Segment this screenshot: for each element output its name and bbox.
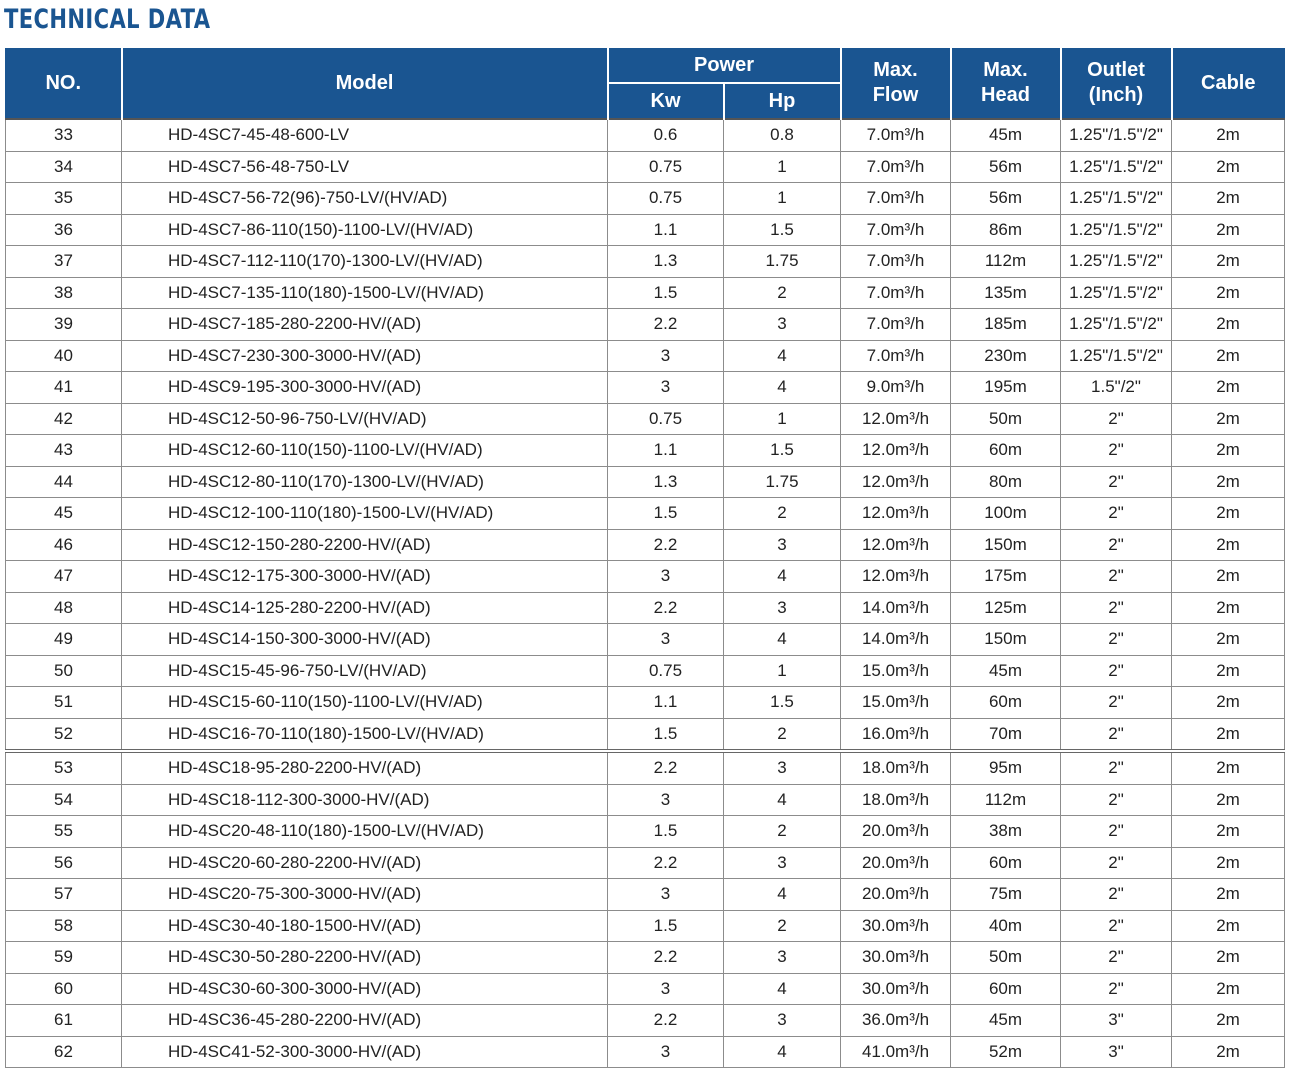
table-row — [6, 183, 1285, 215]
cell-cable: 2m — [1172, 340, 1285, 372]
cell-no: 49 — [6, 624, 122, 656]
cell-model: HD-4SC18-112-300-3000-HV/(AD) — [122, 784, 608, 816]
cell-no: 48 — [6, 592, 122, 624]
cell-max-flow: 7.0m³/h — [841, 246, 951, 278]
table-row — [6, 942, 1285, 974]
cell-outlet: 2" — [1061, 718, 1172, 751]
cell-model: HD-4SC18-95-280-2200-HV/(AD) — [122, 751, 608, 784]
cell-cable: 2m — [1172, 973, 1285, 1005]
cell-max-flow: 12.0m³/h — [841, 561, 951, 593]
cell-model: HD-4SC12-100-110(180)-1500-LV/(HV/AD) — [122, 498, 608, 530]
cell-no: 40 — [6, 340, 122, 372]
cell-cable: 2m — [1172, 435, 1285, 467]
cell-max-flow: 20.0m³/h — [841, 816, 951, 848]
cell-no: 41 — [6, 372, 122, 404]
cell-hp: 2 — [724, 277, 841, 309]
cell-hp: 4 — [724, 561, 841, 593]
header-power: Power — [608, 48, 841, 83]
cell-cable: 2m — [1172, 277, 1285, 309]
table-row — [6, 687, 1285, 719]
cell-hp: 2 — [724, 816, 841, 848]
cell-outlet: 1.25"/1.5"/2" — [1061, 246, 1172, 278]
cell-kw: 2.2 — [608, 1005, 724, 1037]
cell-outlet: 2" — [1061, 910, 1172, 942]
header-outlet — [1061, 48, 1172, 119]
cell-model: HD-4SC12-60-110(150)-1100-LV/(HV/AD) — [122, 435, 608, 467]
table-row — [6, 435, 1285, 467]
cell-kw: 0.75 — [608, 183, 724, 215]
cell-max-head: 45m — [951, 119, 1061, 151]
cell-kw: 1.1 — [608, 687, 724, 719]
table-row — [6, 498, 1285, 530]
cell-model: HD-4SC7-56-72(96)-750-LV/(HV/AD) — [122, 183, 608, 215]
cell-hp: 1.75 — [724, 466, 841, 498]
cell-kw: 3 — [608, 340, 724, 372]
cell-max-head: 185m — [951, 309, 1061, 341]
cell-max-flow: 7.0m³/h — [841, 309, 951, 341]
table-row — [6, 973, 1285, 1005]
cell-max-flow: 41.0m³/h — [841, 1036, 951, 1068]
cell-model: HD-4SC12-80-110(170)-1300-LV/(HV/AD) — [122, 466, 608, 498]
cell-model: HD-4SC30-40-180-1500-HV/(AD) — [122, 910, 608, 942]
table-header — [6, 48, 1285, 119]
cell-max-flow: 7.0m³/h — [841, 119, 951, 151]
cell-no: 52 — [6, 718, 122, 751]
header-hp: Hp — [724, 83, 841, 119]
cell-max-head: 86m — [951, 214, 1061, 246]
cell-model: HD-4SC12-50-96-750-LV/(HV/AD) — [122, 403, 608, 435]
cell-max-flow: 18.0m³/h — [841, 751, 951, 784]
cell-cable: 2m — [1172, 879, 1285, 911]
cell-cable: 2m — [1172, 372, 1285, 404]
cell-max-head: 125m — [951, 592, 1061, 624]
table-body — [6, 119, 1285, 1068]
cell-max-flow: 7.0m³/h — [841, 214, 951, 246]
cell-model: HD-4SC14-150-300-3000-HV/(AD) — [122, 624, 608, 656]
cell-outlet: 2" — [1061, 687, 1172, 719]
cell-cable: 2m — [1172, 183, 1285, 215]
header-max-head-line2: Head — [981, 84, 1030, 106]
cell-no: 33 — [6, 119, 122, 151]
cell-outlet: 3" — [1061, 1036, 1172, 1068]
cell-max-flow: 12.0m³/h — [841, 529, 951, 561]
cell-cable: 2m — [1172, 847, 1285, 879]
cell-kw: 2.2 — [608, 847, 724, 879]
cell-max-flow: 9.0m³/h — [841, 372, 951, 404]
cell-max-head: 56m — [951, 151, 1061, 183]
cell-kw: 1.5 — [608, 910, 724, 942]
cell-max-flow: 36.0m³/h — [841, 1005, 951, 1037]
cell-max-head: 150m — [951, 529, 1061, 561]
cell-outlet: 1.5"/2" — [1061, 372, 1172, 404]
table-row — [6, 246, 1285, 278]
cell-max-head: 95m — [951, 751, 1061, 784]
cell-no: 58 — [6, 910, 122, 942]
cell-no: 59 — [6, 942, 122, 974]
table-row — [6, 816, 1285, 848]
cell-cable: 2m — [1172, 466, 1285, 498]
cell-max-head: 60m — [951, 435, 1061, 467]
cell-no: 61 — [6, 1005, 122, 1037]
cell-kw: 1.5 — [608, 277, 724, 309]
table-row — [6, 751, 1285, 784]
table-row — [6, 910, 1285, 942]
cell-max-head: 50m — [951, 403, 1061, 435]
cell-cable: 2m — [1172, 784, 1285, 816]
cell-cable: 2m — [1172, 246, 1285, 278]
cell-outlet: 2" — [1061, 942, 1172, 974]
table-row — [6, 1005, 1285, 1037]
page-title: TECHNICAL DATA — [4, 4, 211, 35]
cell-max-head: 40m — [951, 910, 1061, 942]
technical-data-table — [5, 48, 1285, 1068]
table-row — [6, 718, 1285, 751]
cell-hp: 1.5 — [724, 687, 841, 719]
cell-model: HD-4SC30-60-300-3000-HV/(AD) — [122, 973, 608, 1005]
header-kw: Kw — [608, 83, 724, 119]
cell-max-head: 45m — [951, 655, 1061, 687]
cell-max-flow: 20.0m³/h — [841, 847, 951, 879]
header-outlet-line1: Outlet — [1087, 59, 1145, 81]
cell-model: HD-4SC30-50-280-2200-HV/(AD) — [122, 942, 608, 974]
cell-kw: 2.2 — [608, 309, 724, 341]
cell-model: HD-4SC7-135-110(180)-1500-LV/(HV/AD) — [122, 277, 608, 309]
cell-max-flow: 15.0m³/h — [841, 687, 951, 719]
cell-cable: 2m — [1172, 624, 1285, 656]
cell-max-head: 195m — [951, 372, 1061, 404]
cell-max-flow: 7.0m³/h — [841, 277, 951, 309]
cell-model: HD-4SC7-86-110(150)-1100-LV/(HV/AD) — [122, 214, 608, 246]
cell-max-head: 112m — [951, 784, 1061, 816]
cell-max-flow: 12.0m³/h — [841, 435, 951, 467]
cell-outlet: 2" — [1061, 973, 1172, 1005]
cell-model: HD-4SC7-112-110(170)-1300-LV/(HV/AD) — [122, 246, 608, 278]
cell-kw: 3 — [608, 1036, 724, 1068]
cell-hp: 4 — [724, 340, 841, 372]
table-row — [6, 403, 1285, 435]
cell-hp: 4 — [724, 372, 841, 404]
cell-outlet: 1.25"/1.5"/2" — [1061, 309, 1172, 341]
cell-cable: 2m — [1172, 816, 1285, 848]
cell-max-flow: 30.0m³/h — [841, 973, 951, 1005]
cell-outlet: 2" — [1061, 879, 1172, 911]
cell-no: 35 — [6, 183, 122, 215]
cell-no: 62 — [6, 1036, 122, 1068]
cell-no: 39 — [6, 309, 122, 341]
cell-hp: 4 — [724, 973, 841, 1005]
cell-hp: 3 — [724, 942, 841, 974]
cell-outlet: 2" — [1061, 751, 1172, 784]
cell-hp: 4 — [724, 784, 841, 816]
cell-model: HD-4SC7-45-48-600-LV — [122, 119, 608, 151]
table-row — [6, 879, 1285, 911]
cell-no: 57 — [6, 879, 122, 911]
cell-max-flow: 14.0m³/h — [841, 624, 951, 656]
cell-kw: 0.75 — [608, 655, 724, 687]
cell-no: 53 — [6, 751, 122, 784]
cell-max-flow: 15.0m³/h — [841, 655, 951, 687]
cell-hp: 2 — [724, 718, 841, 751]
cell-max-flow: 18.0m³/h — [841, 784, 951, 816]
cell-no: 34 — [6, 151, 122, 183]
cell-max-head: 52m — [951, 1036, 1061, 1068]
cell-hp: 2 — [724, 498, 841, 530]
cell-cable: 2m — [1172, 309, 1285, 341]
cell-cable: 2m — [1172, 718, 1285, 751]
table-row — [6, 340, 1285, 372]
cell-kw: 3 — [608, 624, 724, 656]
cell-no: 43 — [6, 435, 122, 467]
cell-max-head: 56m — [951, 183, 1061, 215]
cell-cable: 2m — [1172, 561, 1285, 593]
cell-hp: 1 — [724, 151, 841, 183]
cell-max-flow: 16.0m³/h — [841, 718, 951, 751]
cell-max-flow: 7.0m³/h — [841, 183, 951, 215]
header-max-flow-line1: Max. — [873, 59, 918, 81]
cell-outlet: 1.25"/1.5"/2" — [1061, 119, 1172, 151]
header-max-head — [951, 48, 1061, 119]
cell-model: HD-4SC36-45-280-2200-HV/(AD) — [122, 1005, 608, 1037]
cell-no: 42 — [6, 403, 122, 435]
cell-hp: 3 — [724, 309, 841, 341]
cell-hp: 1.75 — [724, 246, 841, 278]
cell-hp: 4 — [724, 624, 841, 656]
cell-model: HD-4SC7-56-48-750-LV — [122, 151, 608, 183]
table-row — [6, 466, 1285, 498]
cell-outlet: 2" — [1061, 847, 1172, 879]
cell-model: HD-4SC14-125-280-2200-HV/(AD) — [122, 592, 608, 624]
header-model: Model — [122, 48, 608, 119]
cell-no: 60 — [6, 973, 122, 1005]
cell-max-head: 60m — [951, 847, 1061, 879]
header-no: NO. — [6, 48, 122, 119]
cell-model: HD-4SC15-45-96-750-LV/(HV/AD) — [122, 655, 608, 687]
cell-model: HD-4SC7-230-300-3000-HV/(AD) — [122, 340, 608, 372]
cell-kw: 3 — [608, 973, 724, 1005]
cell-outlet: 2" — [1061, 561, 1172, 593]
cell-hp: 3 — [724, 529, 841, 561]
cell-kw: 2.2 — [608, 592, 724, 624]
cell-no: 38 — [6, 277, 122, 309]
cell-hp: 1 — [724, 183, 841, 215]
header-max-flow-line2: Flow — [872, 84, 919, 106]
cell-cable: 2m — [1172, 214, 1285, 246]
cell-no: 55 — [6, 816, 122, 848]
cell-hp: 4 — [724, 879, 841, 911]
cell-cable: 2m — [1172, 119, 1285, 151]
cell-kw: 3 — [608, 372, 724, 404]
cell-max-head: 135m — [951, 277, 1061, 309]
cell-outlet: 2" — [1061, 498, 1172, 530]
cell-hp: 1 — [724, 403, 841, 435]
table-row — [6, 592, 1285, 624]
cell-kw: 3 — [608, 879, 724, 911]
cell-model: HD-4SC15-60-110(150)-1100-LV/(HV/AD) — [122, 687, 608, 719]
cell-model: HD-4SC16-70-110(180)-1500-LV/(HV/AD) — [122, 718, 608, 751]
cell-kw: 1.5 — [608, 498, 724, 530]
cell-cable: 2m — [1172, 687, 1285, 719]
cell-outlet: 1.25"/1.5"/2" — [1061, 340, 1172, 372]
table-row — [6, 277, 1285, 309]
cell-kw: 1.1 — [608, 214, 724, 246]
cell-kw: 1.5 — [608, 816, 724, 848]
cell-cable: 2m — [1172, 1005, 1285, 1037]
cell-outlet: 2" — [1061, 435, 1172, 467]
cell-cable: 2m — [1172, 592, 1285, 624]
cell-cable: 2m — [1172, 151, 1285, 183]
cell-kw: 1.3 — [608, 246, 724, 278]
cell-max-flow: 14.0m³/h — [841, 592, 951, 624]
table-row — [6, 1036, 1285, 1068]
cell-hp: 1.5 — [724, 435, 841, 467]
cell-cable: 2m — [1172, 529, 1285, 561]
cell-kw: 3 — [608, 561, 724, 593]
cell-hp: 2 — [724, 910, 841, 942]
cell-kw: 1.3 — [608, 466, 724, 498]
cell-outlet: 2" — [1061, 403, 1172, 435]
cell-max-head: 175m — [951, 561, 1061, 593]
cell-no: 50 — [6, 655, 122, 687]
cell-no: 36 — [6, 214, 122, 246]
cell-hp: 1.5 — [724, 214, 841, 246]
table-row — [6, 529, 1285, 561]
cell-outlet: 2" — [1061, 816, 1172, 848]
cell-max-head: 38m — [951, 816, 1061, 848]
table-row — [6, 372, 1285, 404]
cell-kw: 1.1 — [608, 435, 724, 467]
cell-outlet: 2" — [1061, 592, 1172, 624]
cell-outlet: 2" — [1061, 466, 1172, 498]
table-row — [6, 119, 1285, 151]
cell-hp: 1 — [724, 655, 841, 687]
cell-max-flow: 12.0m³/h — [841, 403, 951, 435]
cell-kw: 0.6 — [608, 119, 724, 151]
cell-no: 51 — [6, 687, 122, 719]
cell-cable: 2m — [1172, 1036, 1285, 1068]
cell-hp: 0.8 — [724, 119, 841, 151]
cell-outlet: 2" — [1061, 784, 1172, 816]
header-outlet-line2: (Inch) — [1088, 84, 1144, 106]
cell-model: HD-4SC20-75-300-3000-HV/(AD) — [122, 879, 608, 911]
table-row — [6, 151, 1285, 183]
cell-outlet: 1.25"/1.5"/2" — [1061, 277, 1172, 309]
cell-model: HD-4SC20-60-280-2200-HV/(AD) — [122, 847, 608, 879]
cell-outlet: 3" — [1061, 1005, 1172, 1037]
cell-max-flow: 7.0m³/h — [841, 340, 951, 372]
table-row — [6, 624, 1285, 656]
cell-max-head: 75m — [951, 879, 1061, 911]
cell-no: 44 — [6, 466, 122, 498]
cell-outlet: 2" — [1061, 624, 1172, 656]
table-row — [6, 561, 1285, 593]
cell-kw: 2.2 — [608, 529, 724, 561]
cell-max-head: 150m — [951, 624, 1061, 656]
cell-kw: 1.5 — [608, 718, 724, 751]
cell-model: HD-4SC20-48-110(180)-1500-LV/(HV/AD) — [122, 816, 608, 848]
cell-max-flow: 12.0m³/h — [841, 466, 951, 498]
cell-no: 54 — [6, 784, 122, 816]
cell-hp: 3 — [724, 1005, 841, 1037]
cell-max-head: 80m — [951, 466, 1061, 498]
header-max-head-line1: Max. — [983, 59, 1028, 81]
cell-max-head: 70m — [951, 718, 1061, 751]
cell-model: HD-4SC7-185-280-2200-HV/(AD) — [122, 309, 608, 341]
cell-no: 46 — [6, 529, 122, 561]
cell-max-head: 60m — [951, 973, 1061, 1005]
cell-outlet: 1.25"/1.5"/2" — [1061, 151, 1172, 183]
cell-max-head: 230m — [951, 340, 1061, 372]
cell-cable: 2m — [1172, 403, 1285, 435]
cell-kw: 3 — [608, 784, 724, 816]
cell-max-flow: 7.0m³/h — [841, 151, 951, 183]
cell-cable: 2m — [1172, 655, 1285, 687]
cell-max-flow: 30.0m³/h — [841, 942, 951, 974]
table-row — [6, 309, 1285, 341]
cell-no: 56 — [6, 847, 122, 879]
cell-hp: 3 — [724, 751, 841, 784]
cell-max-flow: 30.0m³/h — [841, 910, 951, 942]
cell-cable: 2m — [1172, 942, 1285, 974]
cell-max-head: 45m — [951, 1005, 1061, 1037]
cell-cable: 2m — [1172, 498, 1285, 530]
cell-kw: 0.75 — [608, 151, 724, 183]
cell-outlet: 2" — [1061, 655, 1172, 687]
cell-cable: 2m — [1172, 751, 1285, 784]
cell-kw: 2.2 — [608, 942, 724, 974]
cell-outlet: 2" — [1061, 529, 1172, 561]
cell-model: HD-4SC12-175-300-3000-HV/(AD) — [122, 561, 608, 593]
cell-kw: 0.75 — [608, 403, 724, 435]
header-cable: Cable — [1172, 48, 1285, 119]
table-row — [6, 655, 1285, 687]
cell-model: HD-4SC9-195-300-3000-HV/(AD) — [122, 372, 608, 404]
table-row — [6, 214, 1285, 246]
cell-max-head: 60m — [951, 687, 1061, 719]
cell-hp: 3 — [724, 592, 841, 624]
cell-max-head: 100m — [951, 498, 1061, 530]
cell-model: HD-4SC12-150-280-2200-HV/(AD) — [122, 529, 608, 561]
cell-no: 37 — [6, 246, 122, 278]
cell-max-head: 112m — [951, 246, 1061, 278]
cell-outlet: 1.25"/1.5"/2" — [1061, 214, 1172, 246]
table-row — [6, 847, 1285, 879]
cell-model: HD-4SC41-52-300-3000-HV/(AD) — [122, 1036, 608, 1068]
cell-kw: 2.2 — [608, 751, 724, 784]
cell-max-flow: 20.0m³/h — [841, 879, 951, 911]
cell-hp: 3 — [724, 847, 841, 879]
table-row — [6, 784, 1285, 816]
cell-outlet: 1.25"/1.5"/2" — [1061, 183, 1172, 215]
cell-max-head: 50m — [951, 942, 1061, 974]
header-max-flow — [841, 48, 951, 119]
cell-hp: 4 — [724, 1036, 841, 1068]
cell-no: 47 — [6, 561, 122, 593]
cell-max-flow: 12.0m³/h — [841, 498, 951, 530]
cell-no: 45 — [6, 498, 122, 530]
cell-cable: 2m — [1172, 910, 1285, 942]
